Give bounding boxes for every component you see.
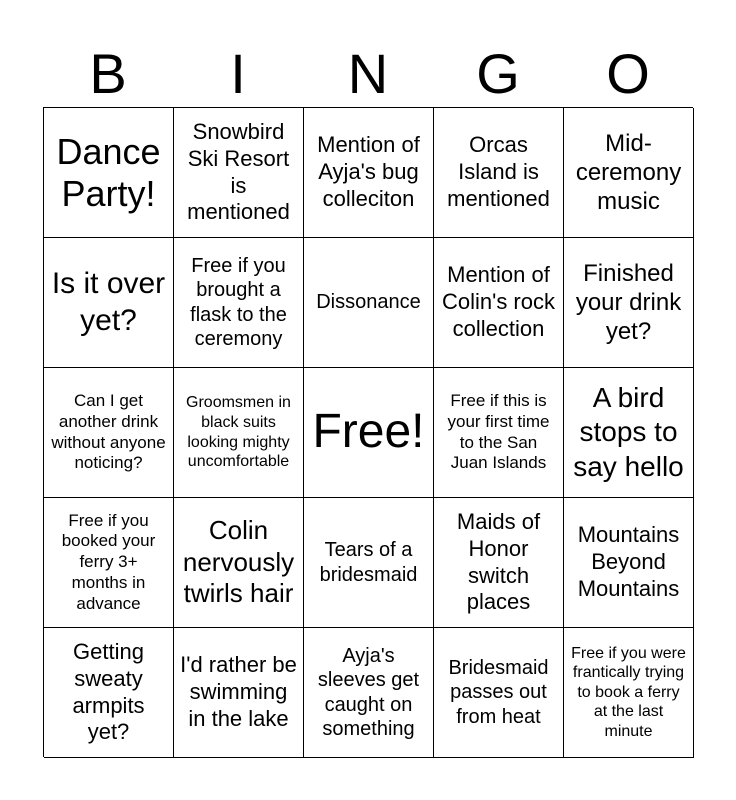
cell-text: Getting sweaty armpits yet? <box>72 638 145 745</box>
bingo-cell[interactable] <box>174 498 304 628</box>
cell-text: Colin nervously twirls hair <box>182 514 295 609</box>
bingo-cell[interactable] <box>434 238 564 368</box>
bingo-cell[interactable] <box>44 108 174 238</box>
header-letter-o: O <box>606 42 650 105</box>
cell-text: Dissonance <box>316 291 421 314</box>
header-letter-i: I <box>230 42 246 105</box>
cell-text: Finished your drink yet? <box>575 259 682 346</box>
bingo-cell[interactable] <box>564 628 694 758</box>
cell-text: Bridesmaid passes out from heat <box>448 656 549 728</box>
cell-text: Free if this is your first time to the San Juan Islands <box>447 391 550 473</box>
bingo-cell[interactable] <box>44 498 174 628</box>
header-letter-b: B <box>89 42 127 105</box>
bingo-card <box>43 107 693 757</box>
bingo-cell[interactable] <box>564 368 694 498</box>
bingo-cell[interactable] <box>174 368 304 498</box>
bingo-cell[interactable] <box>44 368 174 498</box>
bingo-cell[interactable] <box>434 108 564 238</box>
cell-text: A bird stops to say hello <box>573 382 684 482</box>
bingo-cell[interactable] <box>174 108 304 238</box>
cell-text: Mountains Beyond Mountains <box>577 522 680 601</box>
cell-text: Mid-ceremony music <box>575 129 682 216</box>
bingo-cell[interactable] <box>174 628 304 758</box>
bingo-cell[interactable] <box>304 498 434 628</box>
bingo-header <box>43 40 693 108</box>
bingo-cell[interactable] <box>564 108 694 238</box>
cell-text: Free if you brought a flask to the ceremony <box>190 254 287 350</box>
cell-text: Snowbird Ski Resort is mentioned <box>187 118 290 225</box>
cell-text: Is it over yet? <box>51 266 166 337</box>
cell-text: Mention of Ayja's bug colleciton <box>317 132 420 211</box>
cell-text: Mention of Colin's rock collection <box>441 262 555 341</box>
bingo-cell-free[interactable] <box>304 368 434 498</box>
cell-text: Maids of Honor switch places <box>456 508 541 615</box>
bingo-cell[interactable] <box>434 368 564 498</box>
cell-text: Ayja's sleeves get caught on something <box>317 644 420 740</box>
cell-text: Groomsmen in black suits looking mighty uncomfortable <box>186 394 291 471</box>
bingo-cell[interactable] <box>564 498 694 628</box>
bingo-cell[interactable] <box>44 628 174 758</box>
cell-text: Can I get another drink without anyone noticing? <box>51 391 166 473</box>
bingo-cell[interactable] <box>434 498 564 628</box>
cell-text: Free if you booked your ferry 3+ months in advance <box>61 510 156 613</box>
bingo-cell[interactable] <box>304 238 434 368</box>
bingo-cell[interactable] <box>44 238 174 368</box>
bingo-cell[interactable] <box>174 238 304 368</box>
bingo-cell[interactable] <box>434 628 564 758</box>
cell-text: Orcas Island is mentioned <box>447 132 550 211</box>
header-letter-g: G <box>476 42 520 105</box>
bingo-cell[interactable] <box>304 628 434 758</box>
bingo-cell[interactable] <box>564 238 694 368</box>
cell-text: Free! <box>312 405 425 459</box>
cell-text: Tears of a bridesmaid <box>319 539 418 586</box>
bingo-cell[interactable] <box>304 108 434 238</box>
cell-text: Free if you were frantically trying to book a ferry at the last minute <box>571 644 686 740</box>
cell-text: I'd rather be swimming in the lake <box>180 652 297 731</box>
cell-text: Dance Party! <box>56 131 161 214</box>
header-letter-n: N <box>347 42 389 105</box>
